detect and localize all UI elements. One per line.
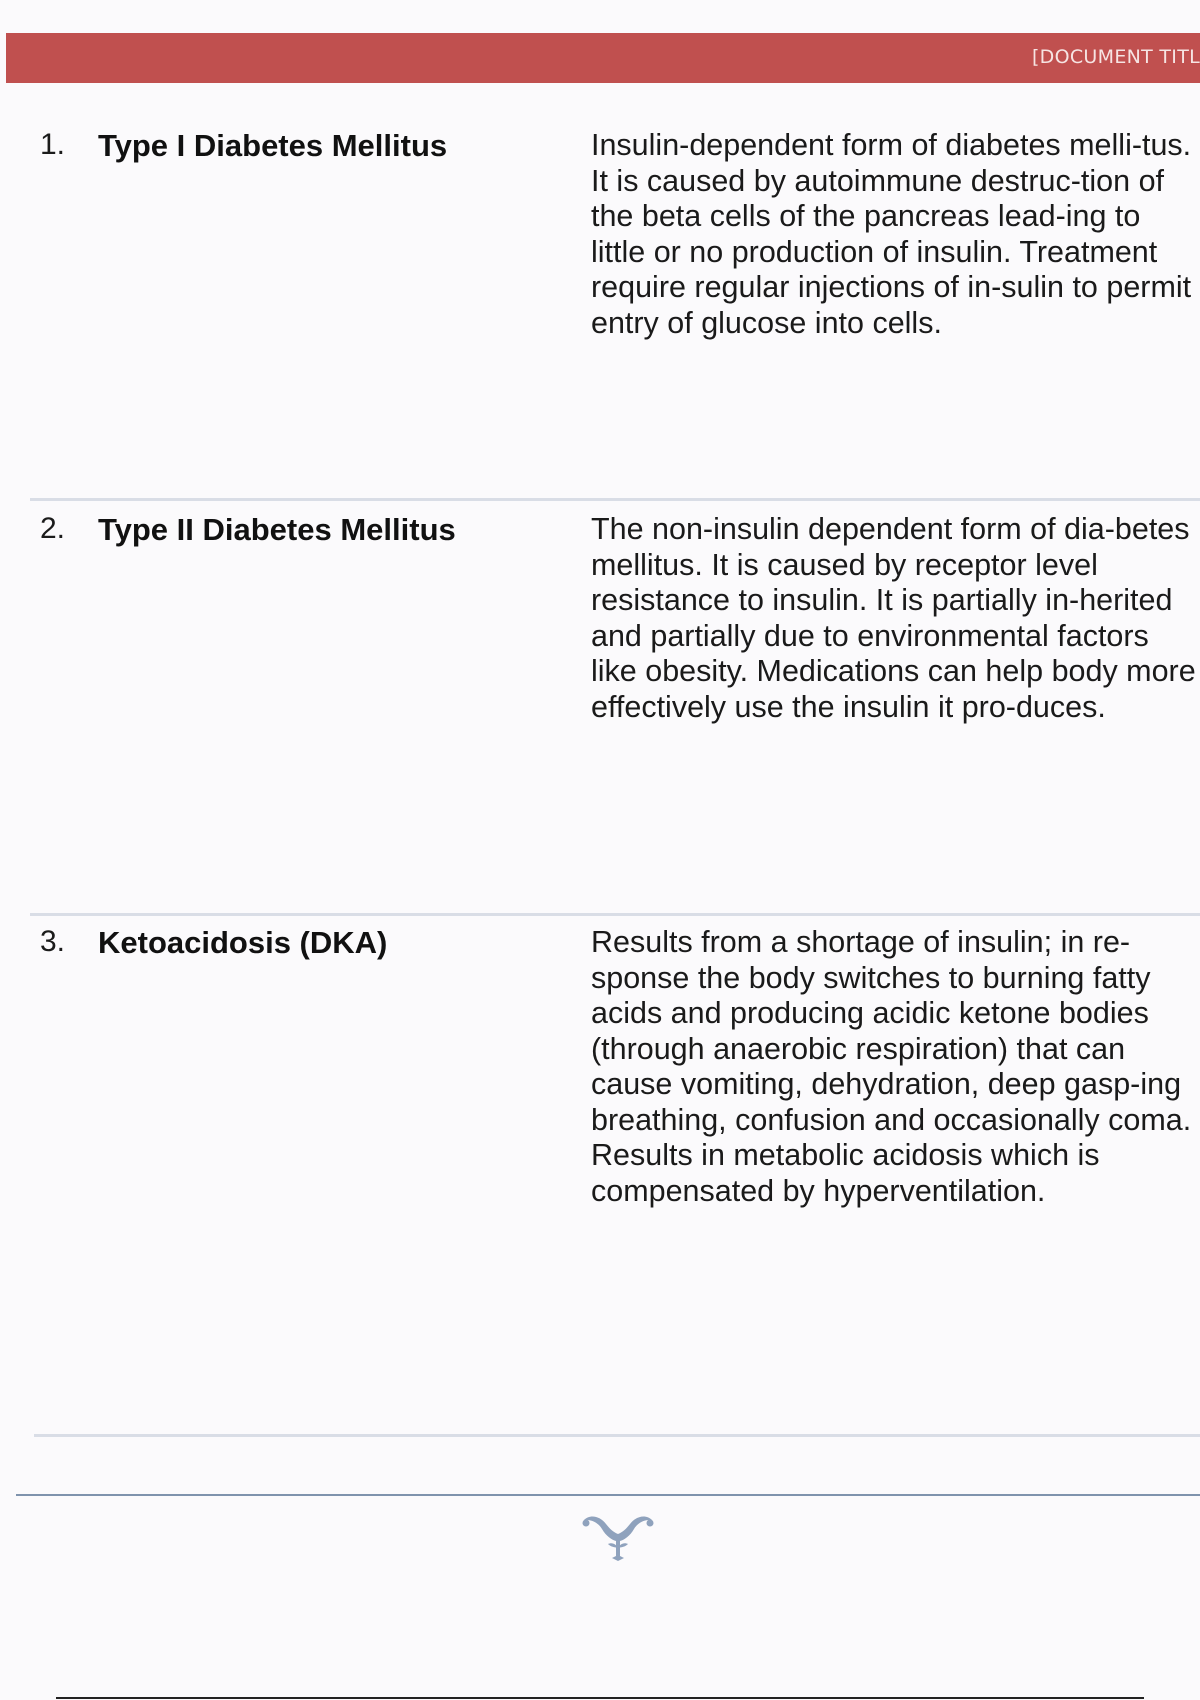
fleuron-ornament-icon [580, 1510, 656, 1562]
entry-number: 3. [40, 925, 66, 958]
header-band [6, 33, 1200, 83]
entry-definition: Insulin-dependent form of diabetes melli-tus. It is caused by autoimmune destruc-tion of the beta cells of the pancreas lead-ing to little or no production of insulin. Treatment require regular injections of in-sulin to permit entry of glucose into cells. [591, 128, 1192, 340]
row-divider [30, 913, 1200, 916]
footer-rule [16, 1494, 1200, 1496]
entry-term: Ketoacidosis (DKA) [98, 925, 388, 960]
entry-term: Type I Diabetes Mellitus [98, 128, 448, 163]
entry-number: 1. [40, 128, 66, 161]
document-title: [DOCUMENT TITL [1031, 46, 1200, 68]
entry-definition: The non-insulin dependent form of dia-betes mellitus. It is caused by receptor level resistance to insulin. It is partially in-herited and partially due to environmental factors like obesity. Medications can help body more effectively use the insulin it pro-duces. [591, 512, 1196, 724]
row-divider [34, 1434, 1200, 1437]
row-divider [30, 498, 1200, 501]
entry-definition: Results from a shortage of insulin; in re-sponse the body switches to burning fatty acids and producing acidic ketone bodies (through anaerobic respiration) that can cause vomiting, dehydration, deep gasp-ing breathing, confusion and occasionally coma. Results in metabolic acidosis which is compensated by hyperventilation. [591, 925, 1192, 1208]
entry-number: 2. [40, 512, 66, 545]
bottom-rule [56, 1697, 1144, 1699]
entry-term: Type II Diabetes Mellitus [98, 512, 456, 547]
